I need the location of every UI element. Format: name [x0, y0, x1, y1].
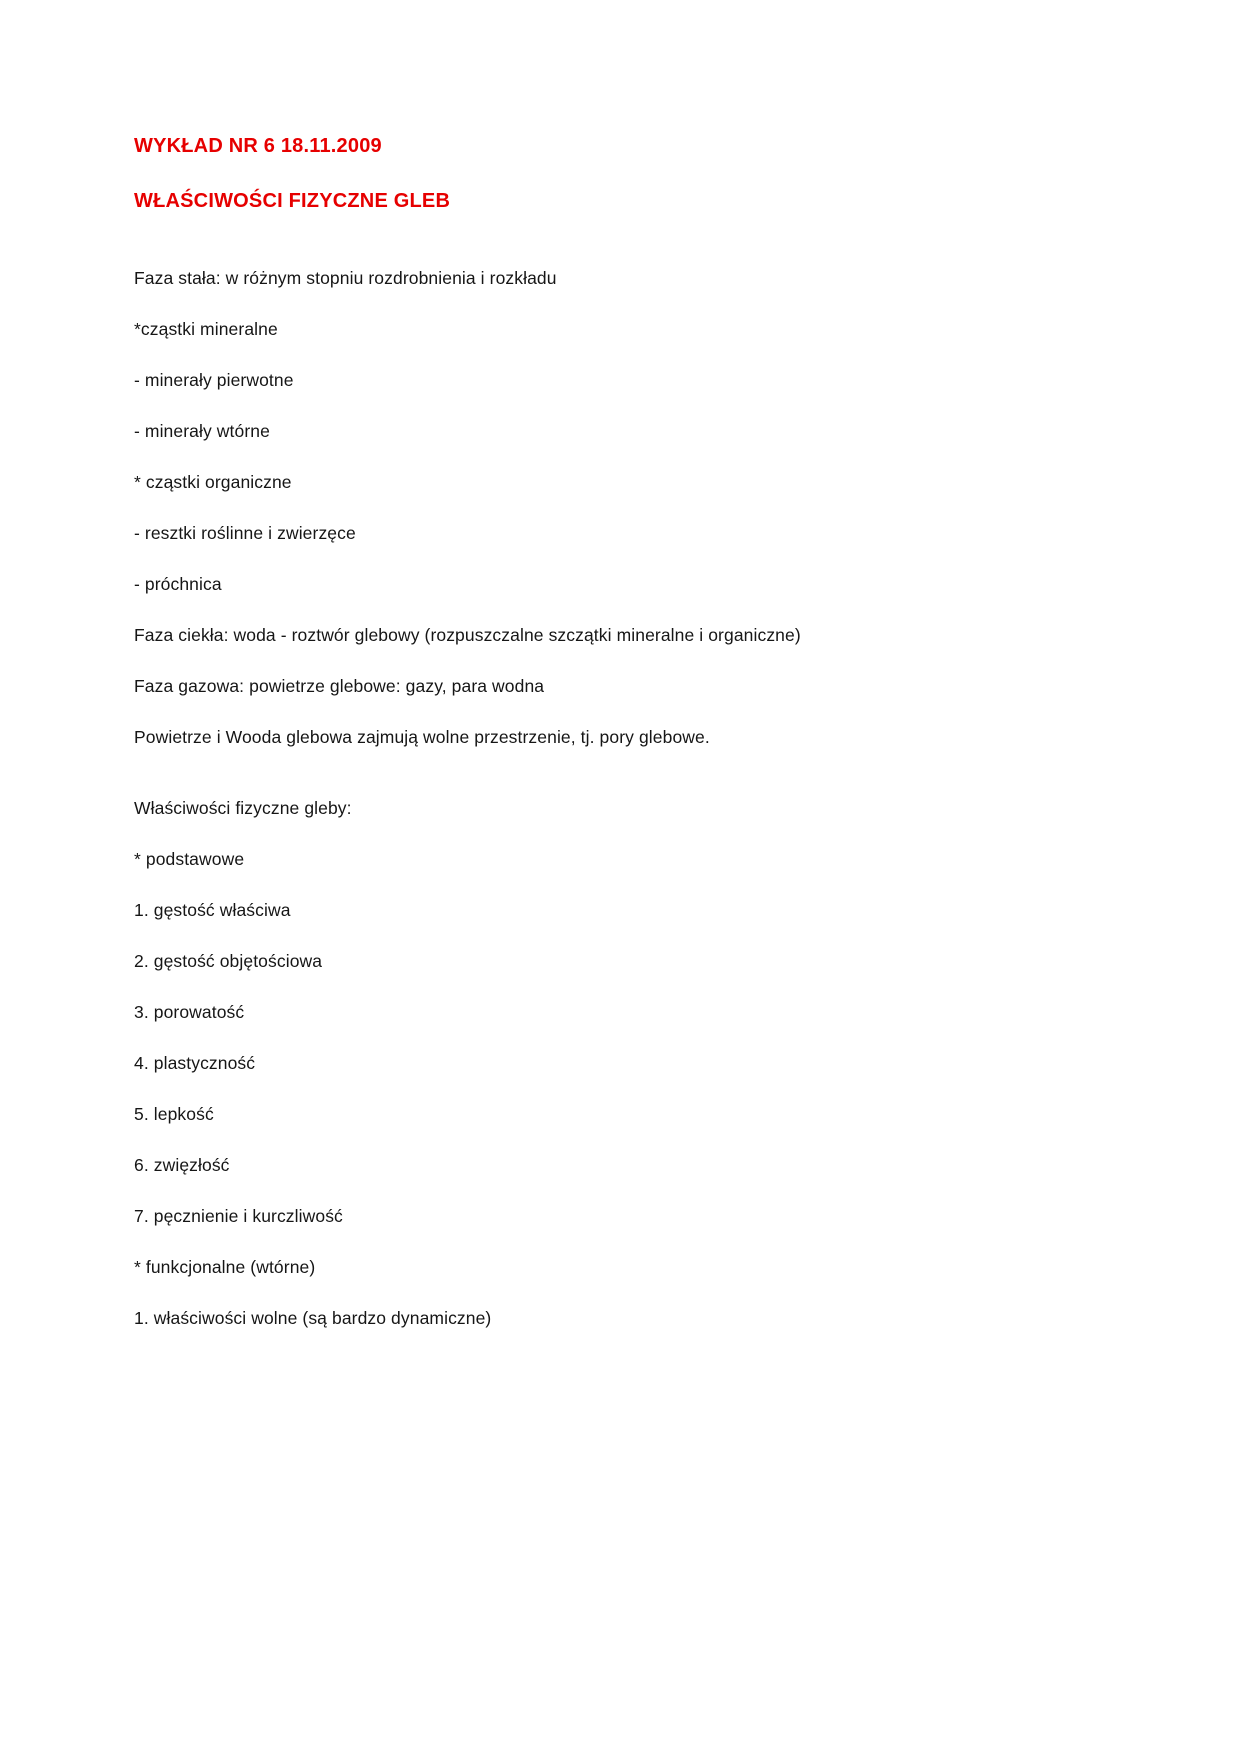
lecture-title: WYKŁAD NR 6 18.11.2009	[134, 135, 382, 157]
paragraph: 1. gęstość właściwa	[134, 900, 291, 920]
paragraph: Faza gazowa: powietrze glebowe: gazy, para wodna	[134, 676, 545, 696]
paragraph: * funkcjonalne (wtórne)	[134, 1257, 316, 1277]
paragraph: - próchnica	[134, 574, 222, 594]
paragraph: 1. właściwości wolne (są bardzo dynamiczne)	[134, 1308, 492, 1328]
paragraph: Faza stała: w różnym stopniu rozdrobnienia i rozkładu	[134, 268, 557, 288]
paragraph: 5. lepkość	[134, 1104, 214, 1124]
document-body	[134, 269, 1120, 1327]
paragraph: - minerały wtórne	[134, 421, 270, 441]
paragraph: * podstawowe	[134, 849, 245, 869]
paragraph: - resztki roślinne i zwierzęce	[134, 523, 356, 543]
paragraph: * cząstki organiczne	[134, 472, 292, 492]
paragraph: *cząstki mineralne	[134, 319, 278, 339]
paragraph: 7. pęcznienie i kurczliwość	[134, 1206, 343, 1226]
paragraph: Faza ciekła: woda - roztwór glebowy (rozpuszczalne szczątki mineralne i organiczne)	[134, 625, 801, 645]
paragraph: 4. plastyczność	[134, 1053, 256, 1073]
paragraph: - minerały pierwotne	[134, 370, 294, 390]
paragraph: 2. gęstość objętościowa	[134, 951, 323, 971]
paragraph: 6. zwięzłość	[134, 1155, 230, 1175]
paragraph: Właściwości fizyczne gleby:	[134, 798, 352, 818]
lecture-subtitle: WŁAŚCIWOŚCI FIZYCZNE GLEB	[134, 190, 451, 212]
paragraph: 3. porowatość	[134, 1002, 245, 1022]
paragraph: Powietrze i Wooda glebowa zajmują wolne przestrzenie, tj. pory glebowe.	[134, 727, 710, 747]
